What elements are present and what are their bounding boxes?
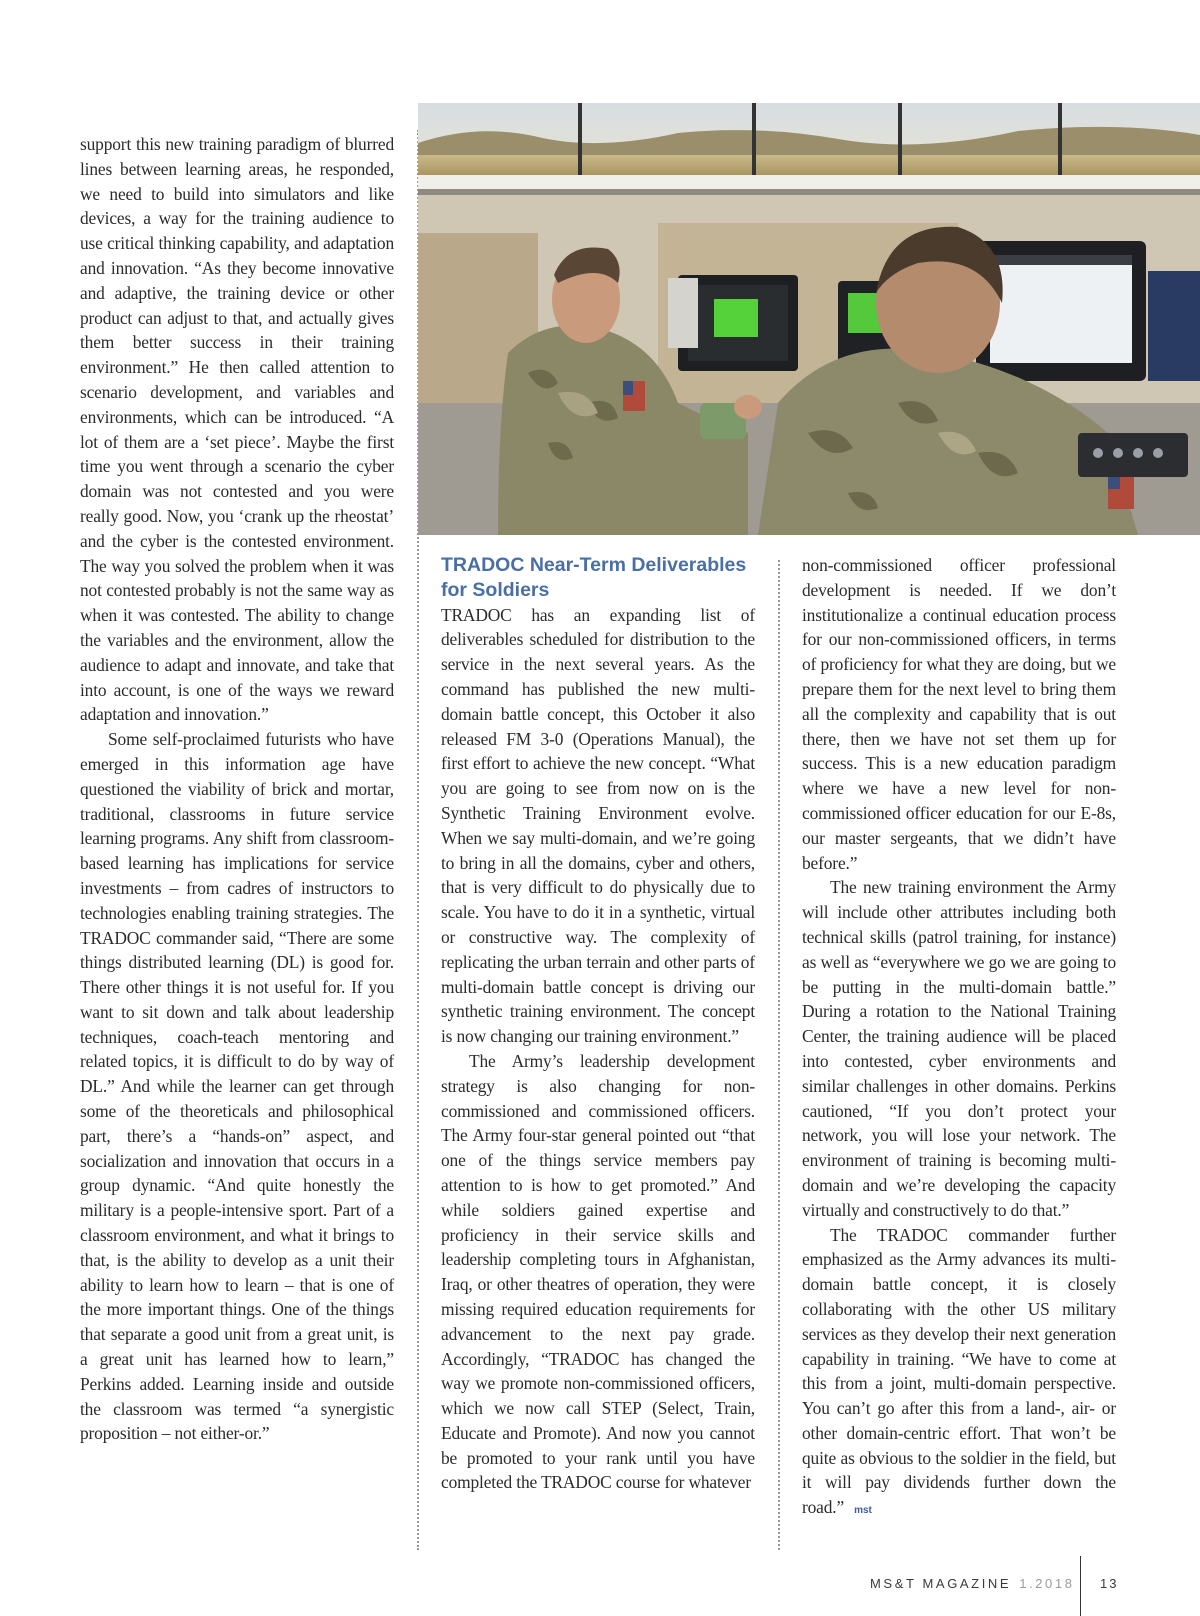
article-column-2 bbox=[441, 553, 755, 1495]
column2-paragraph-1: TRADOC has an expanding list of deliverables scheduled for distribution to the service in the next several years. As the command has published the new multi-domain battle concept, this October it also released FM 3-0 (Operations Manual), the first effort to achieve the new concept. “What you are going to see from now on is the Synthetic Training Environment evolve. When we say multi-domain, and we’re going to bring in all the domains, cyber and others, that is very difficult to do physically due to scale. You have to do it in a synthetic, virtual or constructive way. The complexity of replicating the urban terrain and other parts of multi-domain battle concept is driving our synthetic training environment. The concept is now changing our training environment.” bbox=[441, 604, 755, 1047]
issue-number: 1.2018 bbox=[1019, 1575, 1075, 1591]
article-column-1 bbox=[80, 132, 394, 1446]
column3-paragraph-3 bbox=[802, 1223, 1116, 1525]
column3-paragraph-3-text: The TRADOC commander further emphasized as the Army advances its multi-domain battle concept, it is closely collaborating with the other US military services as they develop their next generation capability in training. “We have to come at this from a joint, multi-domain perspective. You can’t go after this from a land-, air- or other domain-centric effort. That won’t be quite as obvious to the soldier in the field, but it will pay dividends further down the road.” bbox=[802, 1224, 1116, 1518]
end-of-article-mark: mst bbox=[854, 1505, 872, 1517]
column2-paragraph-2: The Army’s leadership development strategy is also changing for non-commissioned and commissioned officers. The Army four-star general pointed out “that one of the things service members pay attention to is how to get promoted.” And while soldiers gained expertise and proficiency in their service skills and leadership completing tours in Afghanistan, Iraq, or other theatres of operation, they were missing required education requirements for advancement to the next pay grade. Accordingly, “TRADOC has changed the way we promote non-commissioned officers, which we now call STEP (Select, Train, Educate and Promote). And now you cannot be promoted to your rank until you have completed the TRADOC course for whatever bbox=[441, 1050, 755, 1493]
column1-paragraph-1: support this new training paradigm of blurred lines between learning areas, he responded, we need to build into simulators and like devices, a way for the training audience to use critical thinking capability, and adaptation and innovation. “As they become innovative and adaptive, the training device or other product can adjust to that, and actually gives them better success in their training environment.” He then called attention to scenario development, and variables and environments, which can be introduced. “A lot of them are a ‘set piece’. Maybe the first time you went through a scenario the cyber domain was not contested and you were really good. Now, you ‘crank up the rheostat’ and the cyber is the contested environment. The way you solved the problem when it was not contested probably is not the same way as when it was contested. The ability to change the variables and the environment, allow the audience to adapt and innovate, and take that into account, is one of the ways we reward adaptation and innovation.” bbox=[80, 134, 394, 725]
footer-divider bbox=[1080, 1556, 1081, 1616]
section-heading: TRADOC Near-Term Deliverables for Soldiers bbox=[441, 554, 747, 601]
column-divider-2 bbox=[778, 560, 780, 1550]
column3-paragraph-1: non-commissioned officer professional development is needed. If we don’t institutionalize a continual education process for our non-commissioned officers, in terms of proficiency for what they are doing, but we prepare them for the next level to bring them all the complexity and capability that is out there, then we have not set them up for success. This is a new education paradigm where we have a new level for non-commissioned officer education for our E-8s, our master sergeants, that we didn’t have before.” bbox=[802, 555, 1116, 873]
article-photo-soldiers-simulator bbox=[418, 103, 1200, 535]
magazine-name: MS&T MAGAZINE bbox=[870, 1575, 1012, 1591]
column1-paragraph-2: Some self-proclaimed futurists who have emerged in this information age have questioned the viability of brick and mortar, traditional, classrooms in future service learning programs. Any shift from classroom-based learning has implications for service investments – from cadres of instructors to technologies enabling training strategies. The TRADOC commander said, “There are some things distributed learning (DL) is good for. There other things it is not useful for. If you want to sit down and talk about leadership techniques, coach-teach mentoring and related topics, it is difficult to do by way of DL.” And while the learner can get through some of the theoreticals and philosophical part, there’s a “hands-on” aspect, and socialization and innovation that occurs in a group dynamic. “And quite honestly the military is a people-intensive sport. Part of a classroom environment, and what it brings to that, is the ability to develop as a unit their ability to learn how to learn – that is one of the more important things. One of the things that separate a good unit from a great unit, is a great unit has learned how to learn,” Perkins added. Learning inside and outside the classroom was termed “a synergistic proposition – not either-or.” bbox=[80, 729, 394, 1444]
article-column-3 bbox=[802, 553, 1116, 1524]
simulator-scene-illustration bbox=[418, 103, 1200, 535]
page-number: 13 bbox=[1100, 1575, 1119, 1591]
page-footer bbox=[870, 1572, 1075, 1594]
column3-paragraph-2: The new training environment the Army will include other attributes including both technical skills (patrol training, for instance) as well as “everywhere we go we are going to be putting in the multi-domain battle.” During a rotation to the National Training Center, the training audience will be placed into contested, cyber environments and similar challenges in other domains. Perkins cautioned, “If you don’t protect your network, you will lose your network. The environment of training is becoming multi-domain and we’re developing the capacity virtually and constructively to do that.” bbox=[802, 877, 1116, 1220]
